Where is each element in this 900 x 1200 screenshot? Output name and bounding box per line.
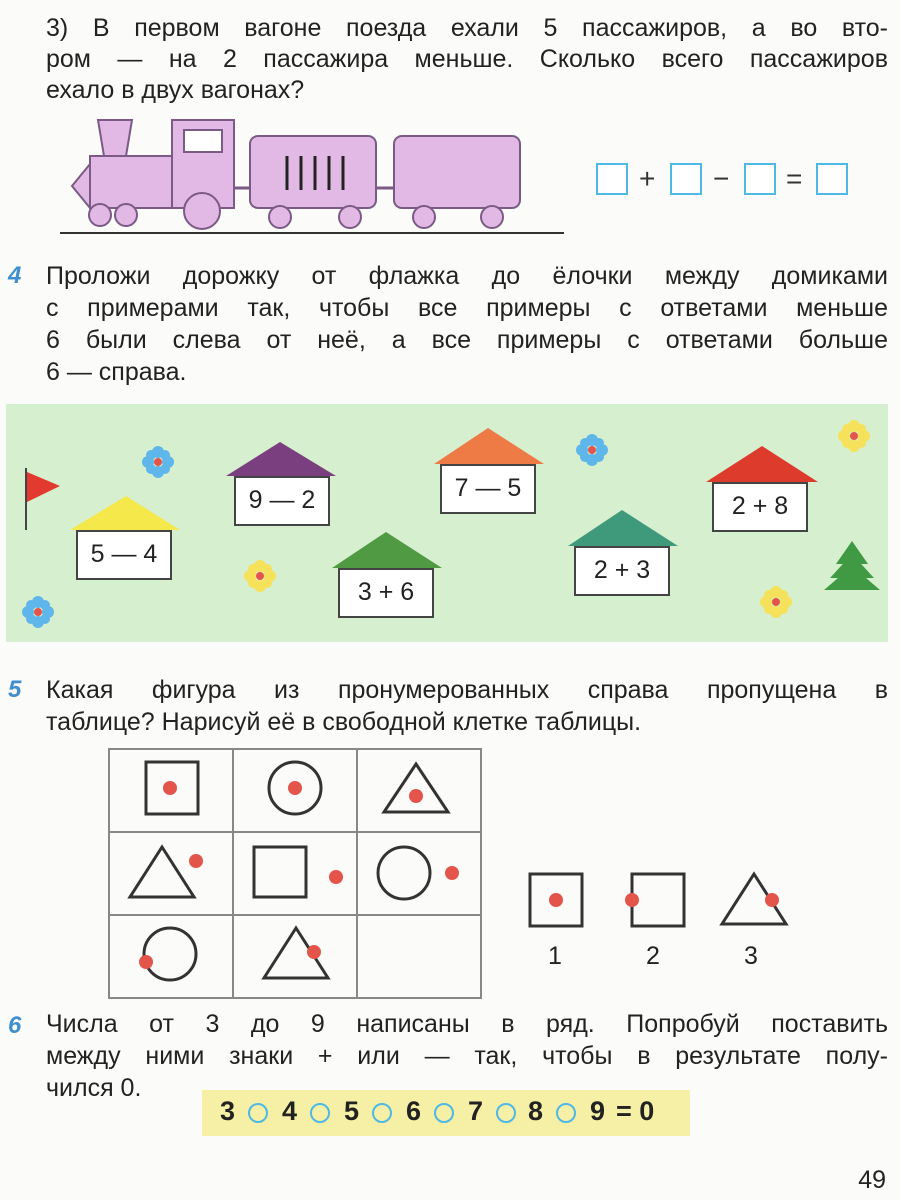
flower-icon-yellow-1 bbox=[244, 560, 276, 592]
answer-box-1[interactable] bbox=[596, 163, 628, 195]
sign-slot-1[interactable] bbox=[248, 1103, 268, 1123]
sign-slot-4[interactable] bbox=[434, 1103, 454, 1123]
flower-icon-blue-3 bbox=[22, 596, 54, 628]
house-example-3[interactable]: 3 + 6 bbox=[338, 568, 434, 618]
cell-triangle-dot-on-edge bbox=[233, 915, 357, 998]
task3-line-1: 3) В первом вагоне поезда ехали 5 пассажиров, а во вто- bbox=[46, 14, 888, 42]
minus-sign: − bbox=[713, 163, 730, 194]
house-example-2[interactable]: 9 — 2 bbox=[234, 476, 330, 526]
flower-icon-yellow-3 bbox=[760, 586, 792, 618]
option-label-3: 3 bbox=[744, 942, 758, 970]
sign-slot-2[interactable] bbox=[310, 1103, 330, 1123]
house-example-1[interactable]: 5 — 4 bbox=[76, 530, 172, 580]
equals-sign: = bbox=[786, 163, 803, 194]
house-example-4[interactable]: 7 — 5 bbox=[440, 464, 536, 514]
digit-4: 4 bbox=[282, 1096, 298, 1126]
flower-icon-blue-2 bbox=[576, 434, 608, 466]
flower-icon-yellow-2 bbox=[838, 420, 870, 452]
house-roof-5 bbox=[568, 510, 678, 546]
plus-sign: + bbox=[639, 163, 656, 194]
task3-line-2: ром — на 2 пассажира меньше. Сколько всего пассажиров bbox=[46, 45, 888, 73]
task5-line-2: таблице? Нарисуй её в свободной клетке таблицы. bbox=[46, 708, 642, 736]
cell-circle-dot-on-edge bbox=[109, 915, 233, 998]
sign-slot-3[interactable] bbox=[372, 1103, 392, 1123]
task4-number: 4 bbox=[8, 262, 22, 289]
cell-triangle-dot-inside bbox=[357, 749, 481, 832]
task4-line-1: Проложи дорожку от флажка до ёлочки между домиками bbox=[46, 262, 888, 290]
page-number: 49 bbox=[858, 1166, 886, 1194]
answer-box-3[interactable] bbox=[744, 163, 776, 195]
empty-cell[interactable] bbox=[357, 915, 481, 998]
result-zero: = 0 bbox=[616, 1096, 655, 1126]
answer-box-4[interactable] bbox=[816, 163, 848, 195]
house-roof-6 bbox=[706, 446, 818, 482]
sign-slot-6[interactable] bbox=[556, 1103, 576, 1123]
task5-number: 5 bbox=[8, 676, 22, 703]
house-roof-4 bbox=[434, 428, 544, 464]
shapes-table bbox=[108, 748, 482, 999]
task6-line-2: между ними знаки + или — так, чтобы в результате полу- bbox=[46, 1042, 888, 1070]
number-chain bbox=[202, 1090, 690, 1136]
fir-tree-icon bbox=[824, 541, 880, 590]
digit-6: 6 bbox=[406, 1096, 422, 1126]
answer-box-2[interactable] bbox=[670, 163, 702, 195]
houses-scene bbox=[6, 404, 888, 642]
answer-options bbox=[520, 866, 800, 936]
digit-9: 9 bbox=[590, 1096, 606, 1126]
option-3-triangle-dot-on-edge bbox=[722, 874, 786, 924]
digit-8: 8 bbox=[528, 1096, 544, 1126]
train-illustration bbox=[60, 112, 570, 238]
house-roof-2 bbox=[226, 442, 336, 476]
task6-line-1: Числа от 3 до 9 написаны в ряд. Попробуй поставить bbox=[46, 1010, 888, 1038]
cell-square-dot-inside bbox=[109, 749, 233, 832]
task4-line-4: 6 — справа. bbox=[46, 358, 187, 386]
house-example-5[interactable]: 2 + 3 bbox=[574, 546, 670, 596]
task6-number: 6 bbox=[8, 1012, 22, 1039]
cell-square-dot-outside bbox=[233, 832, 357, 915]
house-roof-1 bbox=[70, 496, 180, 530]
cell-circle-dot-inside bbox=[233, 749, 357, 832]
sign-slot-5[interactable] bbox=[496, 1103, 516, 1123]
flower-icon-blue-1 bbox=[142, 446, 174, 478]
option-2-square-dot-on-edge bbox=[625, 874, 684, 926]
task3-line-3: ехало в двух вагонах? bbox=[46, 76, 305, 104]
option-label-2: 2 bbox=[646, 942, 660, 970]
option-label-1: 1 bbox=[548, 942, 562, 970]
option-1-square-dot-inside bbox=[530, 874, 582, 926]
flag-icon bbox=[26, 468, 60, 530]
task6-line-3: чился 0. bbox=[46, 1074, 142, 1102]
digit-5: 5 bbox=[344, 1096, 360, 1126]
house-roof-3 bbox=[332, 532, 442, 568]
task4-line-3: 6 были слева от неё, а все примеры с ответами больше bbox=[46, 326, 888, 354]
digit-3: 3 bbox=[220, 1096, 236, 1126]
task4-line-2: с примерами так, чтобы все примеры с ответами меньше bbox=[46, 294, 888, 322]
cell-circle-dot-outside bbox=[357, 832, 481, 915]
house-example-6[interactable]: 2 + 8 bbox=[712, 482, 808, 532]
cell-triangle-dot-outside bbox=[109, 832, 233, 915]
digit-7: 7 bbox=[468, 1096, 484, 1126]
task5-line-1: Какая фигура из пронумерованных справа пропущена в bbox=[46, 676, 888, 704]
